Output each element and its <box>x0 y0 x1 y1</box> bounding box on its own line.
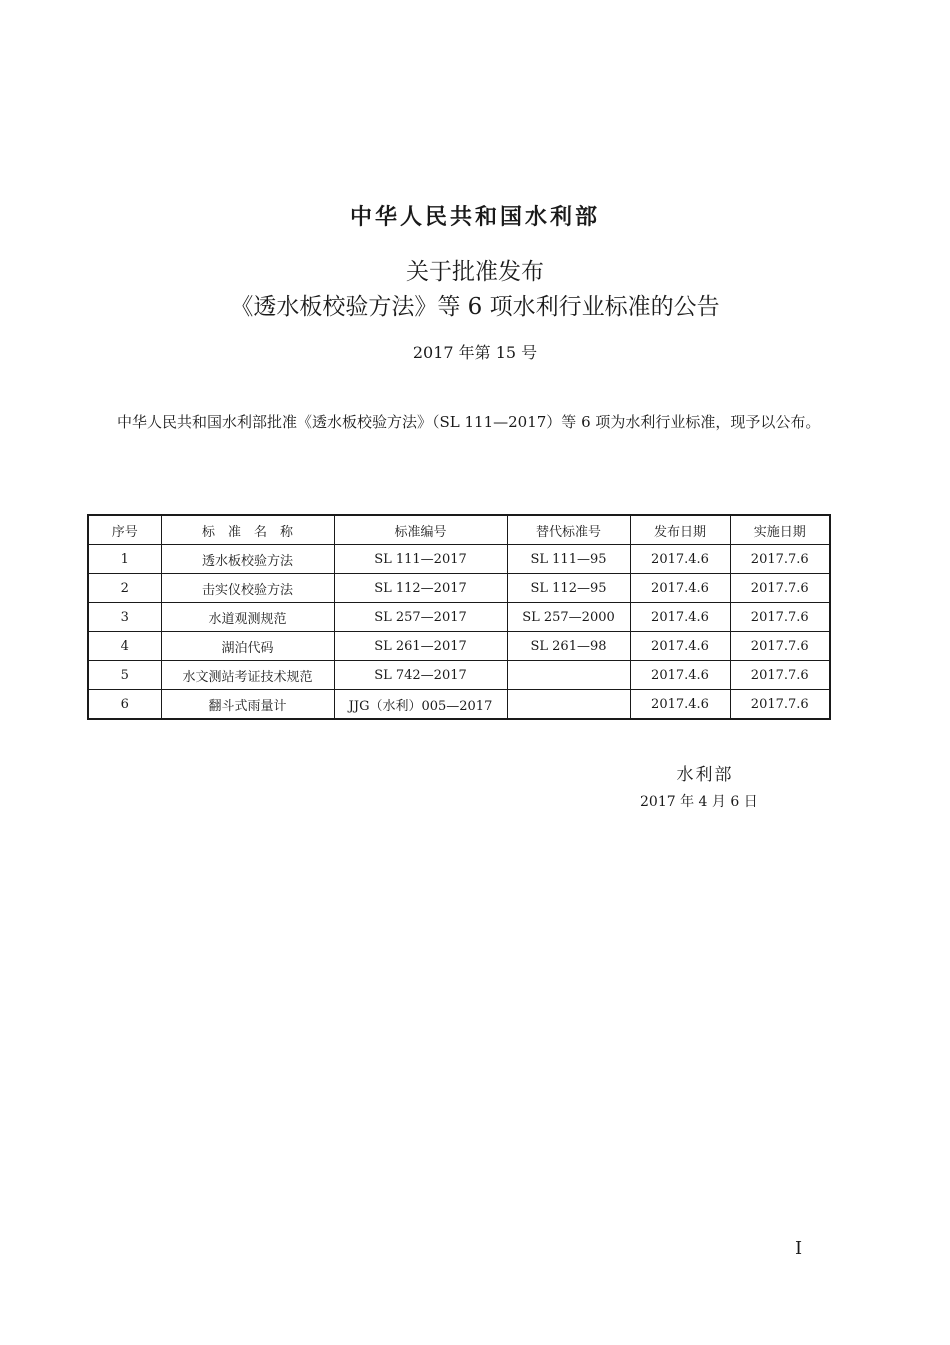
table-row <box>88 574 830 603</box>
cell-standard-code: SL 742—2017 <box>334 661 507 690</box>
cell-publish-date: 2017.4.6 <box>630 690 730 720</box>
cell-index: 1 <box>88 545 161 574</box>
issuer-heading: 中华人民共和国水利部 <box>349 204 600 230</box>
cell-index: 5 <box>88 661 161 690</box>
cell-standard-name: 水文测站考证技术规范 <box>161 661 334 690</box>
header-standard-name: 标 准 名 称 <box>161 515 334 545</box>
cell-standard-name: 水道观测规范 <box>161 603 334 632</box>
table-row <box>88 661 830 690</box>
cell-standard-name: 透水板校验方法 <box>161 545 334 574</box>
cell-publish-date: 2017.4.6 <box>630 545 730 574</box>
cell-effective-date: 2017.7.6 <box>730 603 830 632</box>
cell-replaced-code <box>507 661 630 690</box>
header-standard-code: 标准编号 <box>334 515 507 545</box>
cell-replaced-code: SL 257—2000 <box>507 603 630 632</box>
cell-publish-date: 2017.4.6 <box>630 661 730 690</box>
cell-standard-name: 击实仪校验方法 <box>161 574 334 603</box>
cell-effective-date: 2017.7.6 <box>730 690 830 720</box>
title-line-1: 关于批准发布 <box>406 259 544 285</box>
cell-publish-date: 2017.4.6 <box>630 574 730 603</box>
cell-effective-date: 2017.7.6 <box>730 661 830 690</box>
cell-effective-date: 2017.7.6 <box>730 632 830 661</box>
page-number: I <box>795 1238 803 1259</box>
cell-standard-code: SL 112—2017 <box>334 574 507 603</box>
title-line-2: 《透水板校验方法》等 6 项水利行业标准的公告 <box>230 294 720 320</box>
cell-standard-code: SL 111—2017 <box>334 545 507 574</box>
cell-index: 3 <box>88 603 161 632</box>
cell-replaced-code: SL 112—95 <box>507 574 630 603</box>
cell-replaced-code: SL 261—98 <box>507 632 630 661</box>
header-replaced-code: 替代标准号 <box>507 515 630 545</box>
cell-publish-date: 2017.4.6 <box>630 632 730 661</box>
cell-standard-name: 湖泊代码 <box>161 632 334 661</box>
cell-standard-code: JJG（水利）005—2017 <box>334 690 507 720</box>
cell-standard-code: SL 261—2017 <box>334 632 507 661</box>
table-header-row <box>88 515 830 545</box>
header-index: 序号 <box>88 515 161 545</box>
cell-index: 6 <box>88 690 161 720</box>
table-row <box>88 690 830 720</box>
cell-standard-name: 翻斗式雨量计 <box>161 690 334 720</box>
cell-effective-date: 2017.7.6 <box>730 574 830 603</box>
header-effective-date: 实施日期 <box>730 515 830 545</box>
cell-publish-date: 2017.4.6 <box>630 603 730 632</box>
signature-date: 2017 年 4 月 6 日 <box>640 794 758 810</box>
cell-effective-date: 2017.7.6 <box>730 545 830 574</box>
cell-replaced-code <box>507 690 630 720</box>
issue-number: 2017 年第 15 号 <box>412 343 538 362</box>
table-row <box>88 545 830 574</box>
signature-org: 水利部 <box>676 765 734 785</box>
standards-table <box>87 514 831 720</box>
announcement-body: 中华人民共和国水利部批准《透水板校验方法》（SL 111—2017）等 6 项为水利行业标准，现予以公布。 <box>117 413 821 431</box>
table-row <box>88 603 830 632</box>
cell-replaced-code: SL 111—95 <box>507 545 630 574</box>
header-publish-date: 发布日期 <box>630 515 730 545</box>
cell-index: 4 <box>88 632 161 661</box>
cell-standard-code: SL 257—2017 <box>334 603 507 632</box>
cell-index: 2 <box>88 574 161 603</box>
table-row <box>88 632 830 661</box>
